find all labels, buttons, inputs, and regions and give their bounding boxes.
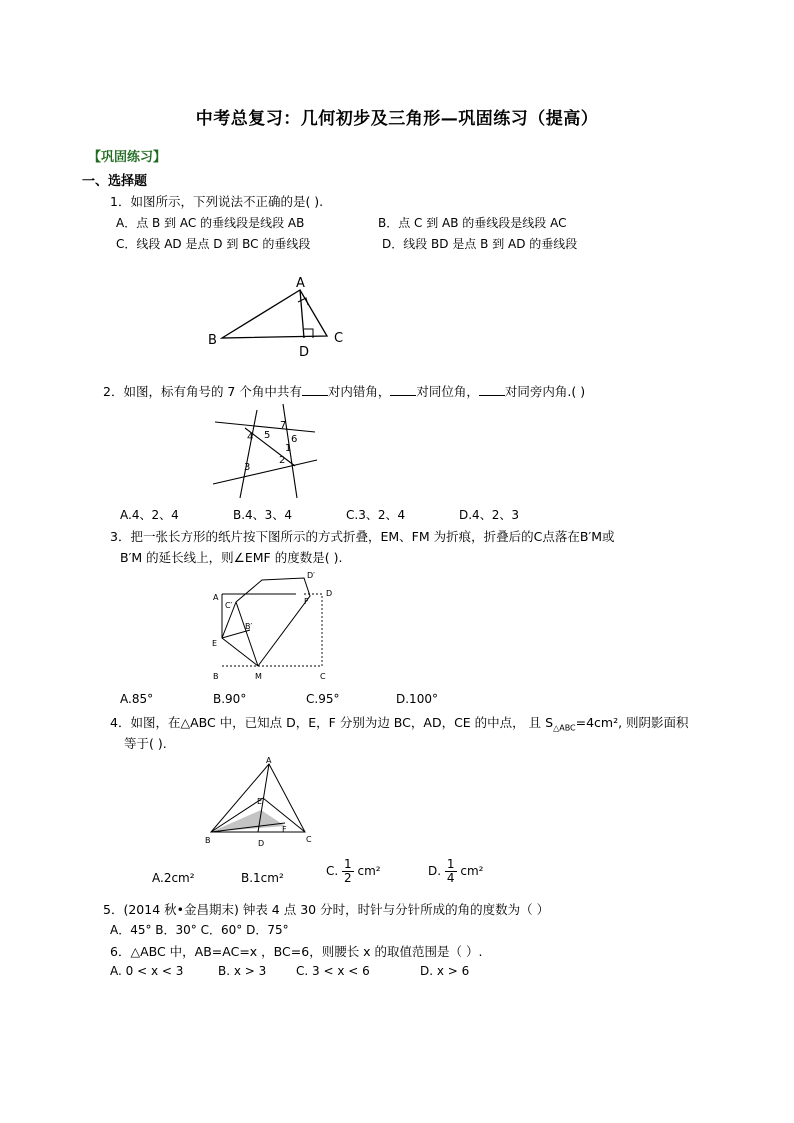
q2-option-a: A.4、2、4 <box>120 508 179 522</box>
q6-option-c: C. 3 < x < 6 <box>296 964 370 978</box>
q2-angle-1: 1 <box>285 443 292 454</box>
q2-stem-mid1: 对内错角， <box>327 384 391 399</box>
q4-option-c-letter: C. <box>326 864 339 878</box>
q2-blank-1 <box>302 383 328 396</box>
q2-angle-7: 7 <box>280 420 287 431</box>
q2-stem-mid2: 对同位角， <box>416 384 479 399</box>
q4-option-c-fraction <box>342 858 354 885</box>
q2-blank-3 <box>479 383 505 396</box>
q4-label-f: F <box>282 825 287 834</box>
q4-option-b: B.1cm² <box>241 871 284 885</box>
q3-option-b: B.90° <box>213 692 247 706</box>
q3-stem-line1: 3．把一张长方形的纸片按下图所示的方式折叠，EM、FM 为折痕，折叠后的C点落在B′M或 <box>110 529 615 544</box>
q2-option-b: B.4、3、4 <box>233 508 292 522</box>
q1-label-a: A <box>296 276 305 291</box>
q4-stem-line2: 等于( ). <box>124 736 167 751</box>
q6-option-b: B. x > 3 <box>218 964 267 978</box>
q1-option-d: D．线段 BD 是点 B 到 AD 的垂线段 <box>382 237 578 251</box>
q3-label-m: M <box>255 672 262 681</box>
q3-label-f: F <box>304 597 309 606</box>
q3-fold-figure <box>206 566 338 684</box>
q4-label-e: E <box>257 797 263 806</box>
section-heading: 一、选择题 <box>82 174 148 189</box>
page-title: 中考总复习：几何初步及三角形—巩固练习（提高） <box>195 109 599 129</box>
q3-option-d: D.100° <box>396 692 438 706</box>
q3-option-c: C.95° <box>306 692 340 706</box>
section-tag: 【巩固练习】 <box>88 150 167 165</box>
q3-label-b: B <box>213 672 219 681</box>
q2-option-c: C.3、2、4 <box>346 508 406 522</box>
q4-option-c <box>326 858 381 885</box>
q4-area-subscript: △ABC <box>553 723 576 733</box>
q3-option-a: A.85° <box>120 692 154 706</box>
q1-option-b: B．点 C 到 AB 的垂线段是线段 AC <box>378 216 567 230</box>
q2-angle-3: 3 <box>244 462 251 473</box>
q4-option-c-unit: cm² <box>357 864 381 878</box>
q1-option-c: C．线段 AD 是点 D 到 BC 的垂线段 <box>116 237 311 251</box>
q4-option-d <box>428 858 483 885</box>
q5-stem: 5．(2014 秋•金昌期末) 钟表 4 点 30 分时，时针与分针所成的角的度数为（ ） <box>103 902 550 917</box>
q2-option-d: D.4、2、3 <box>459 508 519 522</box>
q4-label-a: A <box>266 756 272 765</box>
q4-label-b: B <box>205 836 211 845</box>
q4-option-c-numerator: 1 <box>344 857 352 871</box>
q3-label-d-prime: D′ <box>307 571 315 580</box>
q1-triangle-figure <box>200 272 360 362</box>
q6-stem: 6．△ABC 中，AB=AC=x ，BC=6，则腰长 x 的取值范围是（ ）. <box>110 944 483 959</box>
q3-label-c-prime: C′ <box>225 601 233 610</box>
q5-options: A．45° B．30° C．60° D．75° <box>110 923 289 937</box>
q4-option-d-denominator: 4 <box>446 871 455 885</box>
q2-stem-pre: 2．如图，标有角号的 7 个角中共有 <box>103 384 302 399</box>
q2-angle-6: 6 <box>291 434 298 445</box>
q3-label-a: A <box>213 593 219 602</box>
q4-option-d-unit: cm² <box>460 864 484 878</box>
q4-stem-line1 <box>110 713 689 733</box>
q4-option-d-letter: D. <box>428 864 442 878</box>
q4-stem-post: =4cm², 则阴影面积 <box>575 715 689 730</box>
q1-label-b: B <box>208 333 217 348</box>
q3-stem-line2: B′M 的延长线上，则∠EMF 的度数是( ). <box>120 550 343 565</box>
q4-label-d: D <box>258 839 265 848</box>
q2-angle-4: 4 <box>247 432 254 443</box>
q4-stem-pre: 4．如图，在△ABC 中，已知点 D，E，F 分别为边 BC，AD，CE 的中点， 且 S <box>110 715 554 730</box>
q4-label-c: C <box>306 835 312 844</box>
q2-blank-2 <box>390 383 416 396</box>
q4-option-c-denominator: 2 <box>344 871 352 885</box>
q1-label-d: D <box>299 345 310 360</box>
q4-triangle-figure <box>205 756 315 851</box>
q1-stem: 1．如图所示，下列说法不正确的是( ). <box>110 194 324 209</box>
q1-label-c: C <box>334 331 344 346</box>
q4-option-a: A.2cm² <box>152 871 195 885</box>
q2-stem-post: 对同旁内角.( ) <box>504 384 586 399</box>
q3-label-c: C <box>320 672 326 681</box>
q2-stem <box>103 382 585 400</box>
q3-label-d: D <box>326 589 333 598</box>
q4-option-d-fraction <box>445 858 457 885</box>
q2-angle-2: 2 <box>279 455 286 466</box>
q3-label-b-prime: B′ <box>245 622 253 631</box>
q3-label-e: E <box>212 639 218 648</box>
q2-angle-5: 5 <box>264 430 271 441</box>
q1-option-a: A．点 B 到 AC 的垂线段是线段 AB <box>116 216 305 230</box>
q6-option-a: A. 0 < x < 3 <box>110 964 184 978</box>
q4-option-d-numerator: 1 <box>446 857 455 871</box>
q2-lines-figure <box>205 402 325 500</box>
q6-option-d: D. x > 6 <box>420 964 470 978</box>
